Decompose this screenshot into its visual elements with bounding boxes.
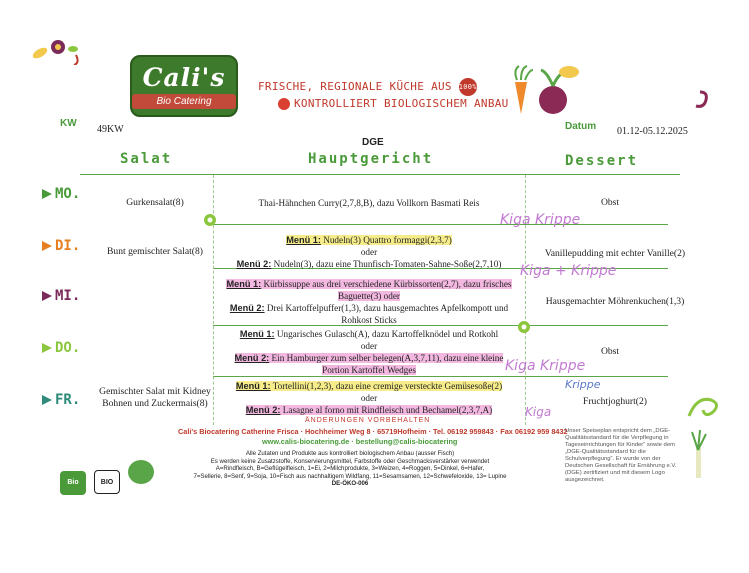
arrow-icon xyxy=(42,241,52,251)
day-label-do: DO. xyxy=(42,340,80,356)
arrow-icon xyxy=(42,395,52,405)
main-do: Menü 1: Ungarisches Gulasch(A), dazu Kartoffelknödel und Rotkohl oder Menü 2: Ein Hamburger zum selber belegen(A,3,7,11), dazu eine kleine Portion Kartoffel Wedges xyxy=(234,329,504,375)
handwritten-note-fr-2: Kiga xyxy=(525,405,552,419)
vegetables-illustration xyxy=(505,62,605,120)
tomato-icon xyxy=(278,98,290,110)
certificates xyxy=(60,460,154,495)
divider xyxy=(213,376,668,377)
arrow-icon xyxy=(42,291,52,301)
handwritten-note-mo: Kiga Krippe xyxy=(500,212,581,228)
divider xyxy=(80,174,680,175)
eu-organic-logo: Bio xyxy=(60,471,86,495)
main-fr: Menü 1: Tortellini(1,2,3), dazu eine cremige versteckte Gemüsesoße(2) oder Menü 2: Lasagne al forno mit Rindfleisch und Bechamel(2,3,7,A) xyxy=(235,381,503,415)
dge-label: DGE xyxy=(362,137,384,148)
main-mi: Menü 1: Kürbissuppe aus drei verschiedene Kürbissorten(2,7), dazu frisches Baguette(3) oder Menü 2: Drei Kartoffelpuffer(1,3), dazu hausgemachtes Apfelkompott und Rohkost Sticks xyxy=(226,279,512,325)
flower-icon xyxy=(517,320,531,334)
changes-notice: ÄNDERUNGEN VORBEHALTEN xyxy=(305,417,431,424)
datum-label: Datum xyxy=(565,121,597,132)
day-label-di: DI. xyxy=(42,238,80,254)
salad-di: Bunt gemischter Salat(8) xyxy=(107,246,203,257)
arrow-icon xyxy=(42,189,52,199)
dessert-fr: Fruchtjoghurt(2) xyxy=(583,396,647,407)
dge-logo xyxy=(128,460,154,484)
column-header-hauptgericht: Hauptgericht xyxy=(308,151,434,167)
main-di: Menü 1: Nudeln(3) Quattro formaggi(2,3,7) oder Menü 2: Nudeln(3), dazu eine Thunfisch-Tomaten-Sahne-Soße(2,7,10) xyxy=(236,235,502,269)
flower-icon xyxy=(28,35,88,65)
swirl-icon xyxy=(690,88,710,112)
dessert-do: Obst xyxy=(600,346,620,357)
dessert-di: Vanillepudding mit echter Vanille(2) xyxy=(544,248,686,259)
day-label-fr: FR. xyxy=(42,392,80,408)
dge-certification-note: Unser Speiseplan entspricht dem „DGE-Qualitätsstandard für die Verpflegung in Tageseinrichtungen für Kinder“ sowie dem „DGE-Qualitätsstandard für die Schulverpflegung“. Er wurde von der Deutschen Gesellschaft für Ernährung e.V. (DGE) zertifiziert und mit diesem Logo ausgezeichnet. xyxy=(565,428,677,483)
dessert-mi: Hausgemachter Möhrenkuchen(1,3) xyxy=(545,296,685,307)
brand-logo: Cali's Bio Catering xyxy=(130,55,238,117)
handwritten-note-di: Kiga + Krippe xyxy=(520,263,617,279)
swirl-icon xyxy=(685,390,725,420)
column-header-dessert: Dessert xyxy=(565,153,639,169)
leek-icon xyxy=(688,430,708,480)
handwritten-note-do: Kiga Krippe xyxy=(505,358,586,374)
handwritten-note-fr: Krippe xyxy=(565,378,601,391)
salad-mo: Gurkensalat(8) xyxy=(126,197,184,208)
bio-seal: BIO xyxy=(94,470,120,494)
flower-icon xyxy=(203,213,217,227)
day-label-mi: MI. xyxy=(42,288,80,304)
column-header-salat: Salat xyxy=(120,151,173,167)
day-label-mo: MO. xyxy=(42,186,80,202)
divider xyxy=(213,224,668,225)
slogan: FRISCHE, REGIONALE KÜCHE AUS 100% KONTROLLIERT BIOLOGISCHEM ANBAU xyxy=(258,80,509,110)
kw-label: KW xyxy=(60,118,77,129)
kw-value: 49KW xyxy=(97,124,124,135)
datum-value: 01.12-05.12.2025 xyxy=(617,126,688,137)
salad-fr: Gemischter Salat mit Kidney Bohnen und Zuckermais(8) xyxy=(99,386,211,409)
arrow-icon xyxy=(42,343,52,353)
company-line: Cali's Biocatering Catherine Frisca · Hochheimer Weg 8 · 65719Hofheim · Tel. 06192 959843 · Fax 06192 959 8432 xyxy=(178,427,568,436)
footer-info: Alle Zutaten und Produkte aus kontrolliert biologischem Anbau (ausser Fisch) Es werden keine Zusatzstoffe, Konservierungsmittel, Farbstoffe oder Geschmacksverstärker verwendet A=Rindfleisch, B=Geflügelfleisch, 1=Ei, 2=Milchprodukte, 3=Weizen, 4=Roggen, 5=Dinkel, 6=Hafer, 7=Sellerie, 8=Senf, 9=Soja, 10=Fisch aus nachhaltigem Wildfang, 11=Sesamsamen, 12=Schwefeloxide, 13= Lupine DE-ÖKO-006 xyxy=(193,450,507,488)
main-mo: Thai-Hähnchen Curry(2,7,8,B), dazu Vollkorn Basmati Reis xyxy=(258,198,480,208)
website-line: www.calis-biocatering.de · bestellung@calis-biocatering xyxy=(262,437,458,446)
organic-badge: 100% xyxy=(459,78,477,96)
dessert-mo: Obst xyxy=(600,197,620,208)
